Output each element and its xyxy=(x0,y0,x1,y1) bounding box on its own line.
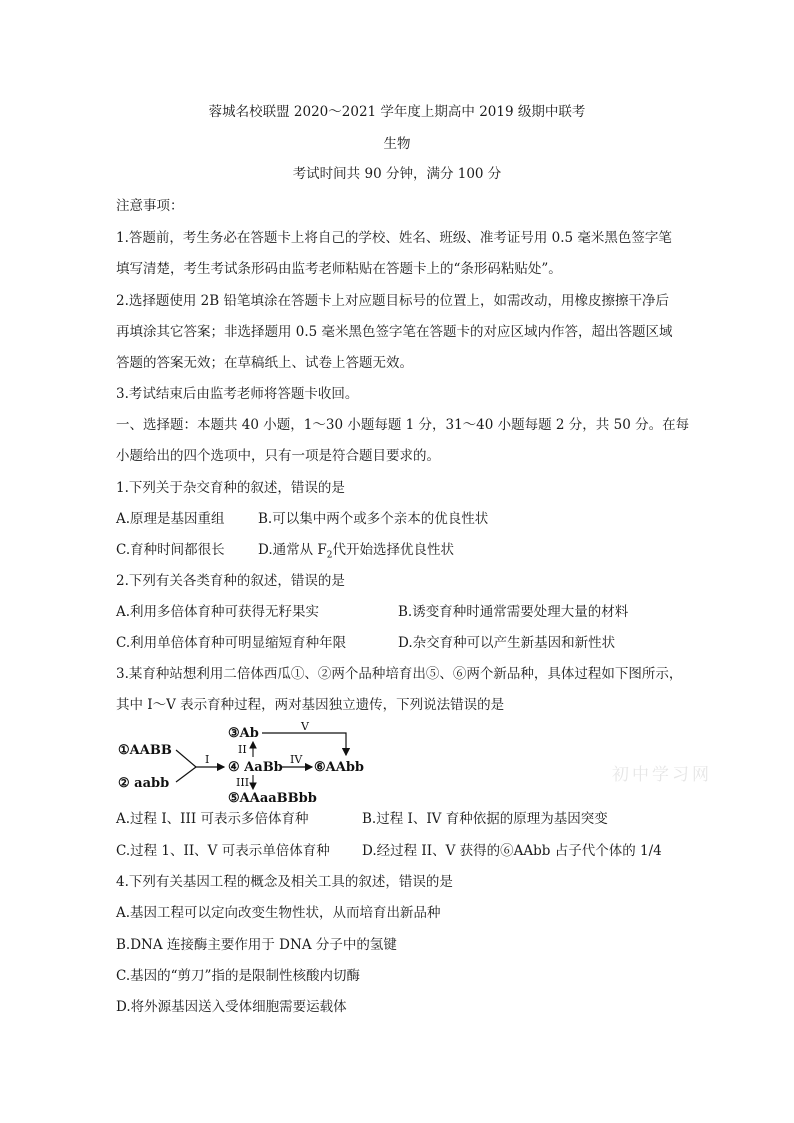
notes-line: 3.考试结束后由监考老师将答题卡收回。 xyxy=(116,386,359,402)
q4-option-c: C.基因的“剪刀”指的是限制性核酸内切酶 xyxy=(116,968,360,984)
q1-option-c: C.育种时间都很长 xyxy=(116,542,225,558)
subject-title: 生物 xyxy=(383,136,411,152)
q2-option-d: D.杂交育种可以产生新基因和新性状 xyxy=(398,635,616,651)
q3-option-b: B.过程 I、IV 育种依据的原理为基因突变 xyxy=(362,811,608,827)
question-3-stem: 3.某育种站想利用二倍体西瓜①、②两个品种培育出⑤、⑥两个新品种，具体过程如下图所示， xyxy=(116,666,683,682)
q1-option-b: B.可以集中两个或多个亲本的优良性状 xyxy=(258,511,489,527)
breeding-process-diagram xyxy=(110,720,370,805)
q4-option-a: A.基因工程可以定向改变生物性状，从而培育出新品种 xyxy=(116,905,441,921)
q2-option-a: A.利用多倍体育种可获得无籽果实 xyxy=(116,604,320,620)
node-6: ⑥AAbb xyxy=(314,760,365,775)
node-1: ①AABB xyxy=(118,743,172,758)
question-3-stem: 其中 I～V 表示育种过程，两对基因独立遗传，下列说法错误的是 xyxy=(116,697,505,713)
cross-line xyxy=(176,767,196,782)
question-1-stem: 1.下列关于杂交育种的叙述，错误的是 xyxy=(116,480,345,496)
exam-info: 考试时间共 90 分钟，满分 100 分 xyxy=(292,166,502,182)
exam-title: 蓉城名校联盟 2020～2021 学年度上期高中 2019 级期中联考 xyxy=(208,104,586,120)
q2-option-c: C.利用单倍体育种可明显缩短育种年限 xyxy=(116,635,347,651)
process-2-label: II xyxy=(238,743,247,756)
q1-option-d: D.通常从 $F_2$代开始选择优良性状 xyxy=(258,542,455,561)
q3-option-d: D.经过程 II、V 获得的⑥AAbb 占子代个体的 1/4 xyxy=(362,843,662,859)
q1-option-a: A.原理是基因重组 xyxy=(116,511,225,527)
q4-option-b: B.DNA 连接酶主要作用于 DNA 分子中的氢键 xyxy=(116,937,397,953)
notes-line: 2.选择题使用 2B 铅笔填涂在答题卡上对应题目标号的位置上，如需改动，用橡皮擦擦干净后 xyxy=(116,293,669,309)
question-4-stem: 4.下列有关基因工程的概念及相关工具的叙述，错误的是 xyxy=(116,874,453,890)
watermark-text: 初中学习网 xyxy=(612,765,712,785)
q2-option-b: B.诱变育种时通常需要处理大量的材料 xyxy=(398,604,629,620)
section-instructions: 一、选择题：本题共 40 小题，1～30 小题每题 1 分，31～40 小题每题 2 分，共 50 分。在每 xyxy=(116,417,690,433)
notes-line: 填写清楚，考生考试条形码由监考老师粘贴在答题卡上的“条形码粘贴处”。 xyxy=(116,261,562,277)
notes-heading: 注意事项： xyxy=(116,198,184,214)
notes-line: 1.答题前，考生务必在答题卡上将自己的学校、姓名、班级、准考证号用 0.5 毫米黑色签字笔 xyxy=(116,230,672,246)
process-1-label: I xyxy=(205,753,210,766)
question-2-stem: 2.下列有关各类育种的叙述，错误的是 xyxy=(116,573,345,589)
process-3-label: III xyxy=(236,776,250,789)
q4-option-d: D.将外源基因送入受体细胞需要运载体 xyxy=(116,999,347,1015)
process-4-label: IV xyxy=(290,753,303,766)
q3-option-c: C.过程 1、II、V 可表示单倍体育种 xyxy=(116,843,330,859)
node-4: ④ AaBb xyxy=(228,760,283,775)
node-2: ② aabb xyxy=(118,776,170,791)
notes-line: 答题的答案无效；在草稿纸上、试卷上答题无效。 xyxy=(116,355,413,371)
notes-line: 再填涂其它答案；非选择题用 0.5 毫米黑色签字笔在答题卡的对应区域内作答，超出答题区域 xyxy=(116,324,673,340)
section-instructions: 小题给出的四个选项中，只有一项是符合题目要求的。 xyxy=(116,448,440,464)
cross-line xyxy=(176,750,196,767)
process-5-arrow xyxy=(262,733,346,755)
q3-option-a: A.过程 I、III 可表示多倍体育种 xyxy=(116,811,309,827)
node-5: ⑤AAaaBBbb xyxy=(228,791,317,805)
node-3: ③Ab xyxy=(228,726,259,741)
process-5-label: V xyxy=(301,720,309,733)
